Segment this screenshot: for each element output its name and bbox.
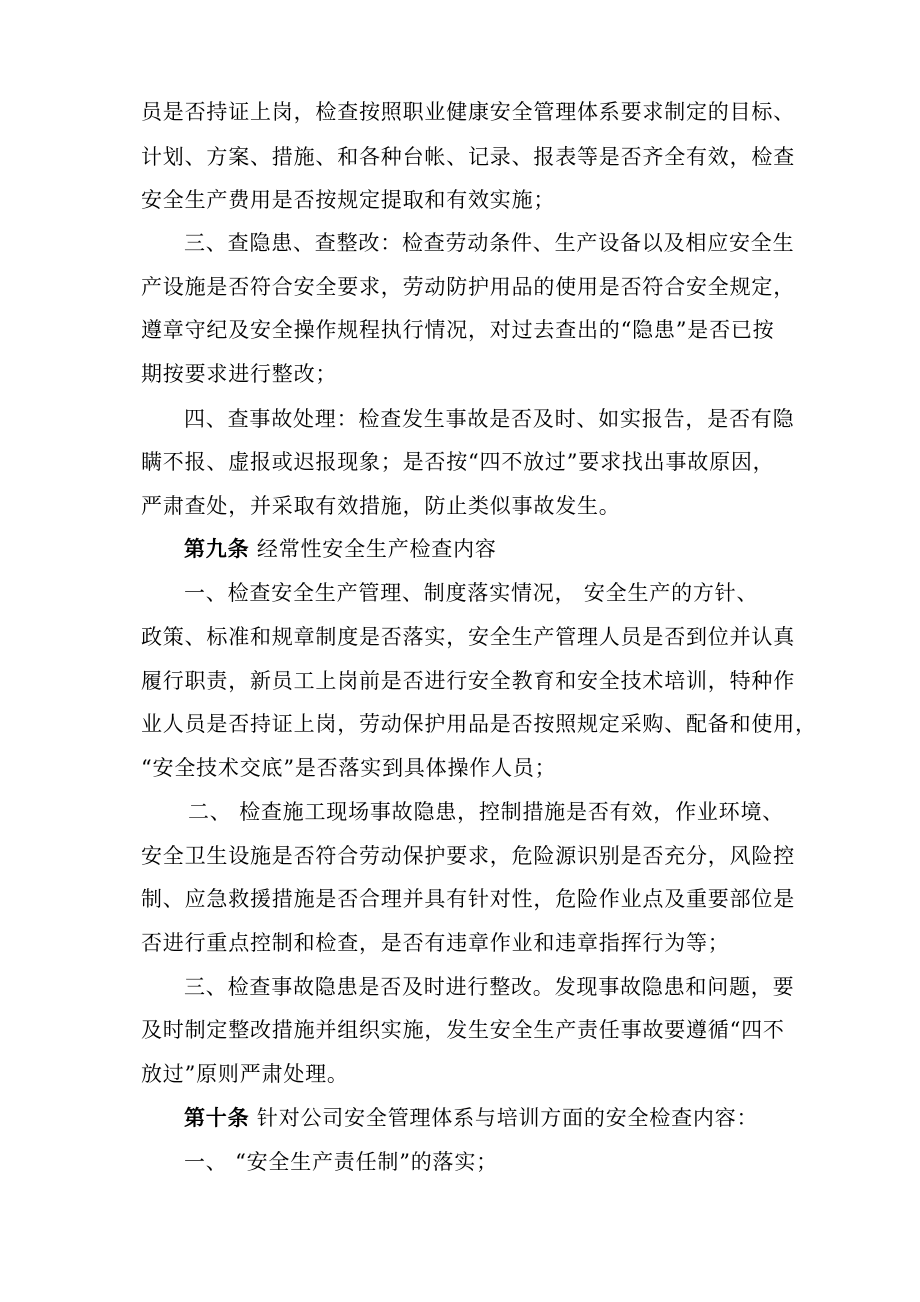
paragraph-line: 制、应急救援措施是否合理并具有针对性，危险作业点及重要部位是: [141, 887, 795, 911]
paragraph-line: 放过”原则严肃处理。: [141, 1062, 349, 1086]
paragraph-line: 政策、标准和规章制度是否落实，安全生产管理人员是否到位并认真: [141, 625, 795, 649]
paragraph-line: 三、检查事故隐患是否及时进行整改。发现事故隐患和问题，要: [184, 975, 795, 999]
article-heading: [184, 534, 781, 564]
paragraph-line: 一、检查安全生产管理、制度落实情况， 安全生产的方针、: [184, 581, 759, 605]
paragraph-line: 四、查事故处理：检查发生事故是否及时、如实报告，是否有隐: [184, 407, 795, 431]
paragraph-line: 安全卫生设施是否符合劳动保护要求，危险源识别是否充分，风险控: [141, 844, 795, 868]
article-heading: [184, 1103, 781, 1133]
paragraph-line: 瞒不报、虚报或迟报现象；是否按“四不放过”要求找出事故原因，: [141, 450, 775, 474]
paragraph-line: “安全技术交底”是否落实到具体操作人员；: [141, 756, 557, 780]
paragraph-line: 及时制定整改措施并组织实施，发生安全生产责任事故要遵循“四不: [141, 1018, 785, 1042]
paragraph-line: 产设施是否符合安全要求，劳动防护用品的使用是否符合安全规定，: [141, 275, 795, 299]
article-number: 第九条: [184, 536, 250, 561]
paragraph-line: 员是否持证上岗，检查按照职业健康安全管理体系要求制定的目标、: [141, 100, 795, 124]
article-title: 针对公司安全管理体系与培训方面的安全检查内容：: [256, 1106, 759, 1130]
paragraph-line: 严肃查处，并采取有效措施，防止类似事故发生。: [141, 494, 621, 518]
paragraph-line: 一、 “安全生产责任制”的落实；: [184, 1150, 498, 1174]
paragraph-line: 三、查隐患、查整改：检查劳动条件、生产设备以及相应安全生: [184, 231, 795, 255]
paragraph-line: 否进行重点控制和检查，是否有违章作业和违章指挥行为等；: [141, 931, 730, 955]
paragraph-line: 履行职责，新员工上岗前是否进行安全教育和安全技术培训，特种作: [141, 669, 795, 693]
paragraph-line: 业人员是否持证上岗，劳动保护用品是否按照规定采购、配备和使用，: [141, 712, 817, 736]
paragraph-line: 遵章守纪及安全操作规程执行情况，对过去查出的“隐患”是否已按: [141, 318, 775, 342]
article-number: 第十条: [184, 1105, 250, 1130]
paragraph-line: 安全生产费用是否按规定提取和有效实施；: [141, 188, 556, 212]
paragraph-line: 计划、方案、措施、和各种台帐、记录、报表等是否齐全有效，检查: [141, 145, 795, 169]
article-title: 经常性安全生产检查内容: [256, 537, 497, 561]
paragraph-line: 二、 检查施工现场事故隐患，控制措施是否有效，作业环境、: [188, 800, 785, 824]
paragraph-line: 期按要求进行整改；: [141, 362, 338, 386]
